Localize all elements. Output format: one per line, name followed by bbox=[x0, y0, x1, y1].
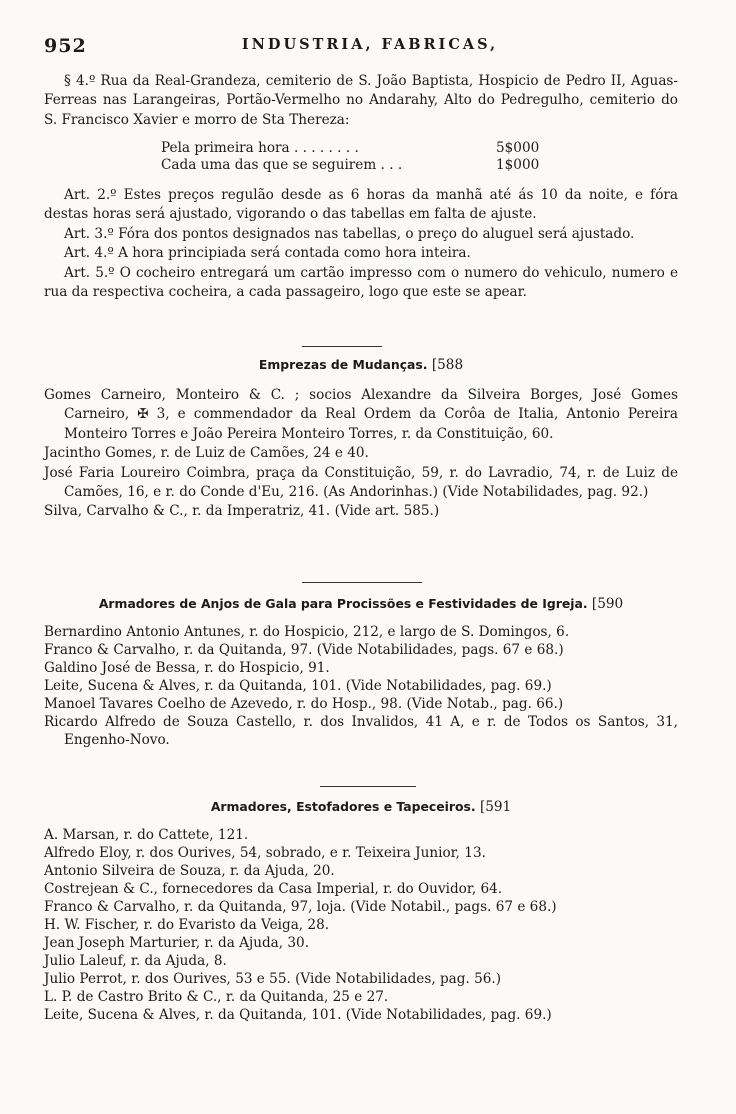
price-value: 1$000 bbox=[496, 157, 540, 174]
list-item: Jean Joseph Marturier, r. da Ajuda, 30. bbox=[44, 935, 310, 951]
list-item: Manoel Tavares Coelho de Azevedo, r. do Hosp., 98. (Vide Notab., pag. 66.) bbox=[44, 696, 564, 712]
list-item: Julio Perrot, r. dos Ourives, 53 e 55. (Vide Notabilidades, pag. 56.) bbox=[44, 971, 502, 987]
section-armadores-anjos bbox=[44, 595, 678, 749]
list-item: Leite, Sucena & Alves, r. da Quitanda, 101. (Vide Notabilidades, pag. 69.) bbox=[44, 1007, 552, 1023]
article-3: Art. 3.º Fóra dos pontos designados nas tabellas, o preço do aluguel será ajustado. bbox=[64, 225, 635, 242]
articles-block bbox=[44, 186, 678, 302]
list-item: Julio Laleuf, r. da Ajuda, 8. bbox=[44, 953, 227, 969]
article-2: Art. 2.º Estes preços regulão desde as 6 horas da manhã até ás 10 da noite, e fóra destas horas será ajustado, vigorando o das tabellas em falta de ajuste. bbox=[44, 187, 678, 223]
section-divider bbox=[320, 786, 416, 787]
price-value: 5$000 bbox=[496, 140, 540, 157]
section-ref: [591 bbox=[479, 799, 512, 815]
list-item: Gomes Carneiro, Monteiro & C. ; socios Alexandre da Silveira Borges, José Gomes Carneiro, ✠ 3, e commendador da Real Ordem da Corôa de Italia, Antonio Pereira Monteiro Torres e João Pereira Monteiro Torres, r. da Constituição, 60. bbox=[44, 387, 678, 442]
list-item: L. P. de Castro Brito & C., r. da Quitanda, 25 e 27. bbox=[44, 989, 389, 1005]
price-label: Pela primeira hora . . . . . . . . bbox=[161, 140, 359, 157]
list-item: Bernardino Antonio Antunes, r. do Hospicio, 212, e largo de S. Domingos, 6. bbox=[44, 624, 570, 640]
list-item: Antonio Silveira de Souza, r. da Ajuda, 20. bbox=[44, 863, 335, 879]
list-item: Ricardo Alfredo de Souza Castello, r. dos Invalidos, 41 A, e r. de Todos os Santos, 31, Engenho-Novo. bbox=[44, 714, 678, 748]
list-item: Costrejean & C., fornecedores da Casa Imperial, r. do Ouvidor, 64. bbox=[44, 881, 503, 897]
section-title-text: Armadores de Anjos de Gala para Procissões e Festividades de Igreja. bbox=[98, 596, 588, 611]
price-row bbox=[161, 140, 561, 157]
running-title: INDUSTRIA, FABRICAS, bbox=[241, 36, 499, 53]
section-title bbox=[44, 798, 678, 816]
section-title bbox=[44, 356, 678, 374]
list-item: Alfredo Eloy, r. dos Ourives, 54, sobrado, e r. Teixeira Junior, 13. bbox=[44, 845, 486, 861]
page-number: 952 bbox=[44, 35, 87, 57]
list-item: Silva, Carvalho & C., r. da Imperatriz, 41. (Vide art. 585.) bbox=[44, 503, 440, 520]
section-mudancas bbox=[44, 356, 678, 522]
section-divider bbox=[302, 346, 382, 347]
list-item: Jacintho Gomes, r. de Luiz de Camões, 24 e 40. bbox=[44, 445, 369, 462]
article-4: Art. 4.º A hora principiada será contada como hora inteira. bbox=[64, 245, 471, 262]
list-item: H. W. Fischer, r. do Evaristo da Veiga, 28. bbox=[44, 917, 330, 933]
price-row bbox=[161, 157, 561, 174]
section-ref: [590 bbox=[591, 596, 624, 612]
list-item: A. Marsan, r. do Cattete, 121. bbox=[44, 827, 249, 843]
article-5: Art. 5.º O cocheiro entregará um cartão impresso com o numero do vehiculo, numero e rua da respectiva cocheira, a cada passageiro, logo que este se apear. bbox=[44, 264, 678, 301]
section-ref: [588 bbox=[431, 357, 464, 373]
price-table bbox=[161, 140, 561, 174]
list-item: Franco & Carvalho, r. da Quitanda, 97, loja. (Vide Notabil., pags. 67 e 68.) bbox=[44, 899, 557, 915]
intro-block bbox=[44, 72, 678, 174]
section-title bbox=[44, 595, 678, 613]
list-item: Franco & Carvalho, r. da Quitanda, 97. (Vide Notabilidades, pags. 67 e 68.) bbox=[44, 642, 564, 658]
intro-paragraph: § 4.º Rua da Real-Grandeza, cemiterio de S. João Baptista, Hospicio de Pedro II, Aguas-Ferreas nas Larangeiras, Portão-Vermelho no Andarahy, Alto do Pedregulho, cemiterio do S. Francisco Xavier e morro de Sta Thereza: bbox=[44, 73, 678, 128]
section-title-text: Armadores, Estofadores e Tapeceiros. bbox=[210, 799, 476, 814]
list-item: José Faria Loureiro Coimbra, praça da Constituição, 59, r. do Lavradio, 74, r. de Luiz de Camões, 16, e r. do Conde d'Eu, 216. (As Andorinhas.) (Vide Notabilidades, pag. 92.) bbox=[44, 464, 678, 501]
list-item: Leite, Sucena & Alves, r. da Quitanda, 101. (Vide Notabilidades, pag. 69.) bbox=[44, 678, 552, 694]
page-header bbox=[0, 35, 736, 59]
list-item: Galdino José de Bessa, r. do Hospicio, 91. bbox=[44, 660, 330, 676]
price-label: Cada uma das que se seguirem . . . bbox=[161, 157, 403, 174]
section-armadores-estofadores bbox=[44, 798, 678, 1024]
section-divider bbox=[302, 582, 422, 583]
section-title-text: Emprezas de Mudanças. bbox=[258, 357, 428, 372]
